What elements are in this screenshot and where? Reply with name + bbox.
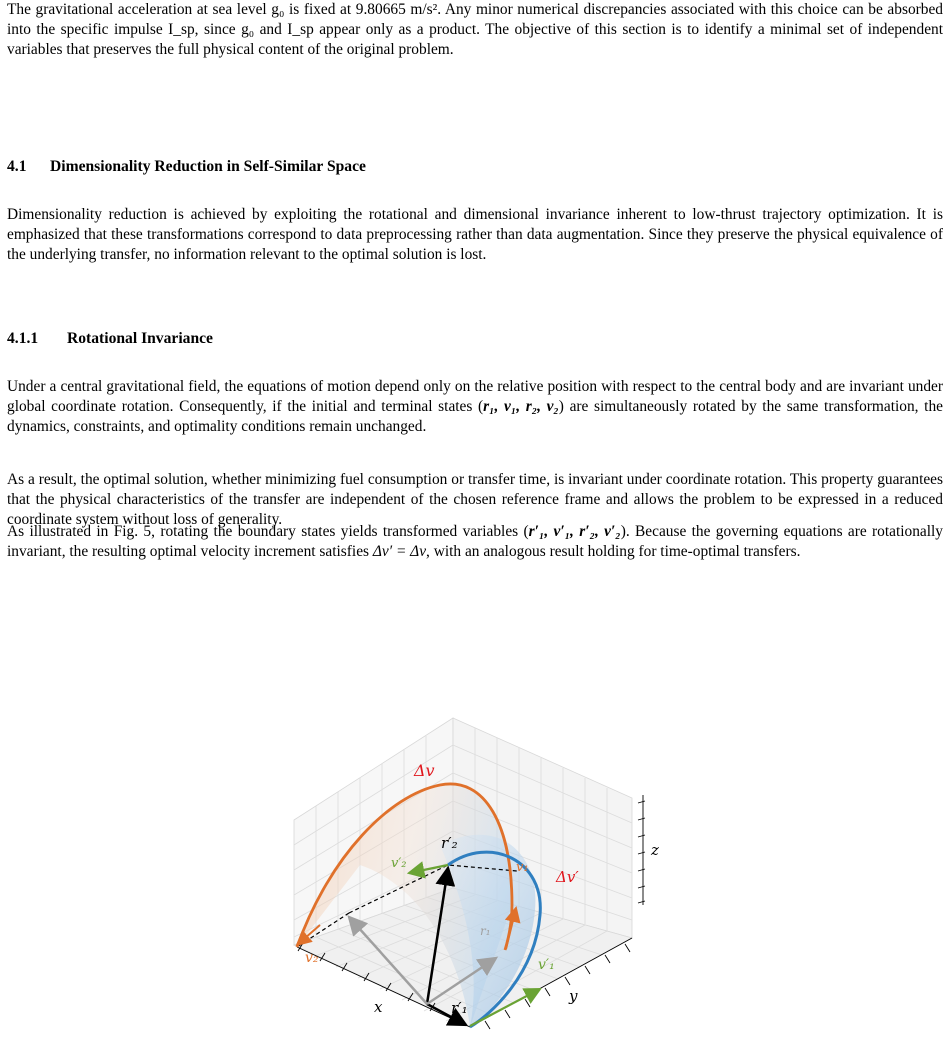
figure-5-rotational-invariance: [0, 655, 950, 1044]
paragraph-dimensionality-reduction: Dimensionality reduction is achieved by exploiting the rotational and dimensional invariance inherent to low-thrust trajectory optimization. It is emphasized that these transformations correspond to data preprocessing rather than data augmentation. Since they preserve the physical equivalence of the underlying transfer, no information relevant to the optimal solution is lost.: [7, 206, 943, 263]
delta-v-prime-label: Δv′: [556, 868, 579, 886]
section-number: 4.1: [7, 158, 27, 175]
text-run: As illustrated in Fig. 5, rotating the boundary states yields transformed variables (: [7, 523, 529, 540]
subsection-heading-4-1-1: [7, 329, 213, 349]
paragraph-gravitational-acceleration: The gravitational acceleration at sea level g₀ is fixed at 9.80665 m/s². Any minor numerical discrepancies associated with this choice can be absorbed into the specific impulse I_sp, since g₀ and I_sp appear only as a product. The objective of this section is to identify a minimal set of independent variables that preserves the full physical content of the original problem.: [7, 1, 943, 58]
text-run: Under a central gravitational field, the equations of motion depend only on the relative position with respect to the central body and are invariant under global coordinate rotation. Consequently, if the initial and terminal states (: [7, 378, 943, 415]
delta-v-equality-math: Δv′ = Δv: [372, 543, 427, 560]
r1-label: r₁: [480, 924, 491, 938]
paragraph-central-field: [7, 377, 943, 437]
v1-label: v₁: [516, 860, 529, 875]
figure-5-plot: [0, 655, 950, 1044]
text-run: ). Because the governing equations are rotationally invariant, the resulting optimal velocity increment satisfies: [7, 523, 944, 560]
delta-v-label: Δv: [414, 761, 435, 780]
paragraph-optimal-solution: As a result, the optimal solution, whether minimizing fuel consumption or transfer time, is invariant under coordinate rotation. This property guarantees that the physical characteristics of the transfer are independent of the chosen reference frame and allows the problem to be expressed in a reduced coordinate system without loss of generality.: [7, 471, 943, 528]
state-vector-math: r₁, v₁, r₂, v₂: [483, 398, 559, 415]
section-heading-4-1: [7, 157, 366, 177]
paragraph-fig5-illustration: [7, 522, 943, 562]
z-axis-label: z: [651, 841, 659, 859]
text-run: ) are simultaneously rotated by the same transformation, the dynamics, constraints, and optimality conditions remain unchanged.: [7, 398, 943, 435]
section-title: Dimensionality Reduction in Self-Similar Space: [50, 158, 366, 175]
y-axis-label: y: [569, 987, 578, 1005]
v2-label: v₂: [305, 950, 319, 966]
v2-prime-label: v′₂: [391, 856, 407, 871]
rotated-state-math: r′₁, v′₁, r′₂, v′₂: [528, 523, 621, 540]
r2-prime-label: r′₂: [441, 834, 458, 852]
subsection-title: Rotational Invariance: [67, 330, 213, 347]
r1-prime-label: r′₁: [451, 999, 468, 1017]
v1-prime-label: v′₁: [538, 957, 555, 973]
x-axis-label: x: [374, 998, 383, 1016]
subsection-number: 4.1.1: [7, 330, 39, 347]
text-run: , with an analogous result holding for time-optimal transfers.: [426, 543, 801, 560]
